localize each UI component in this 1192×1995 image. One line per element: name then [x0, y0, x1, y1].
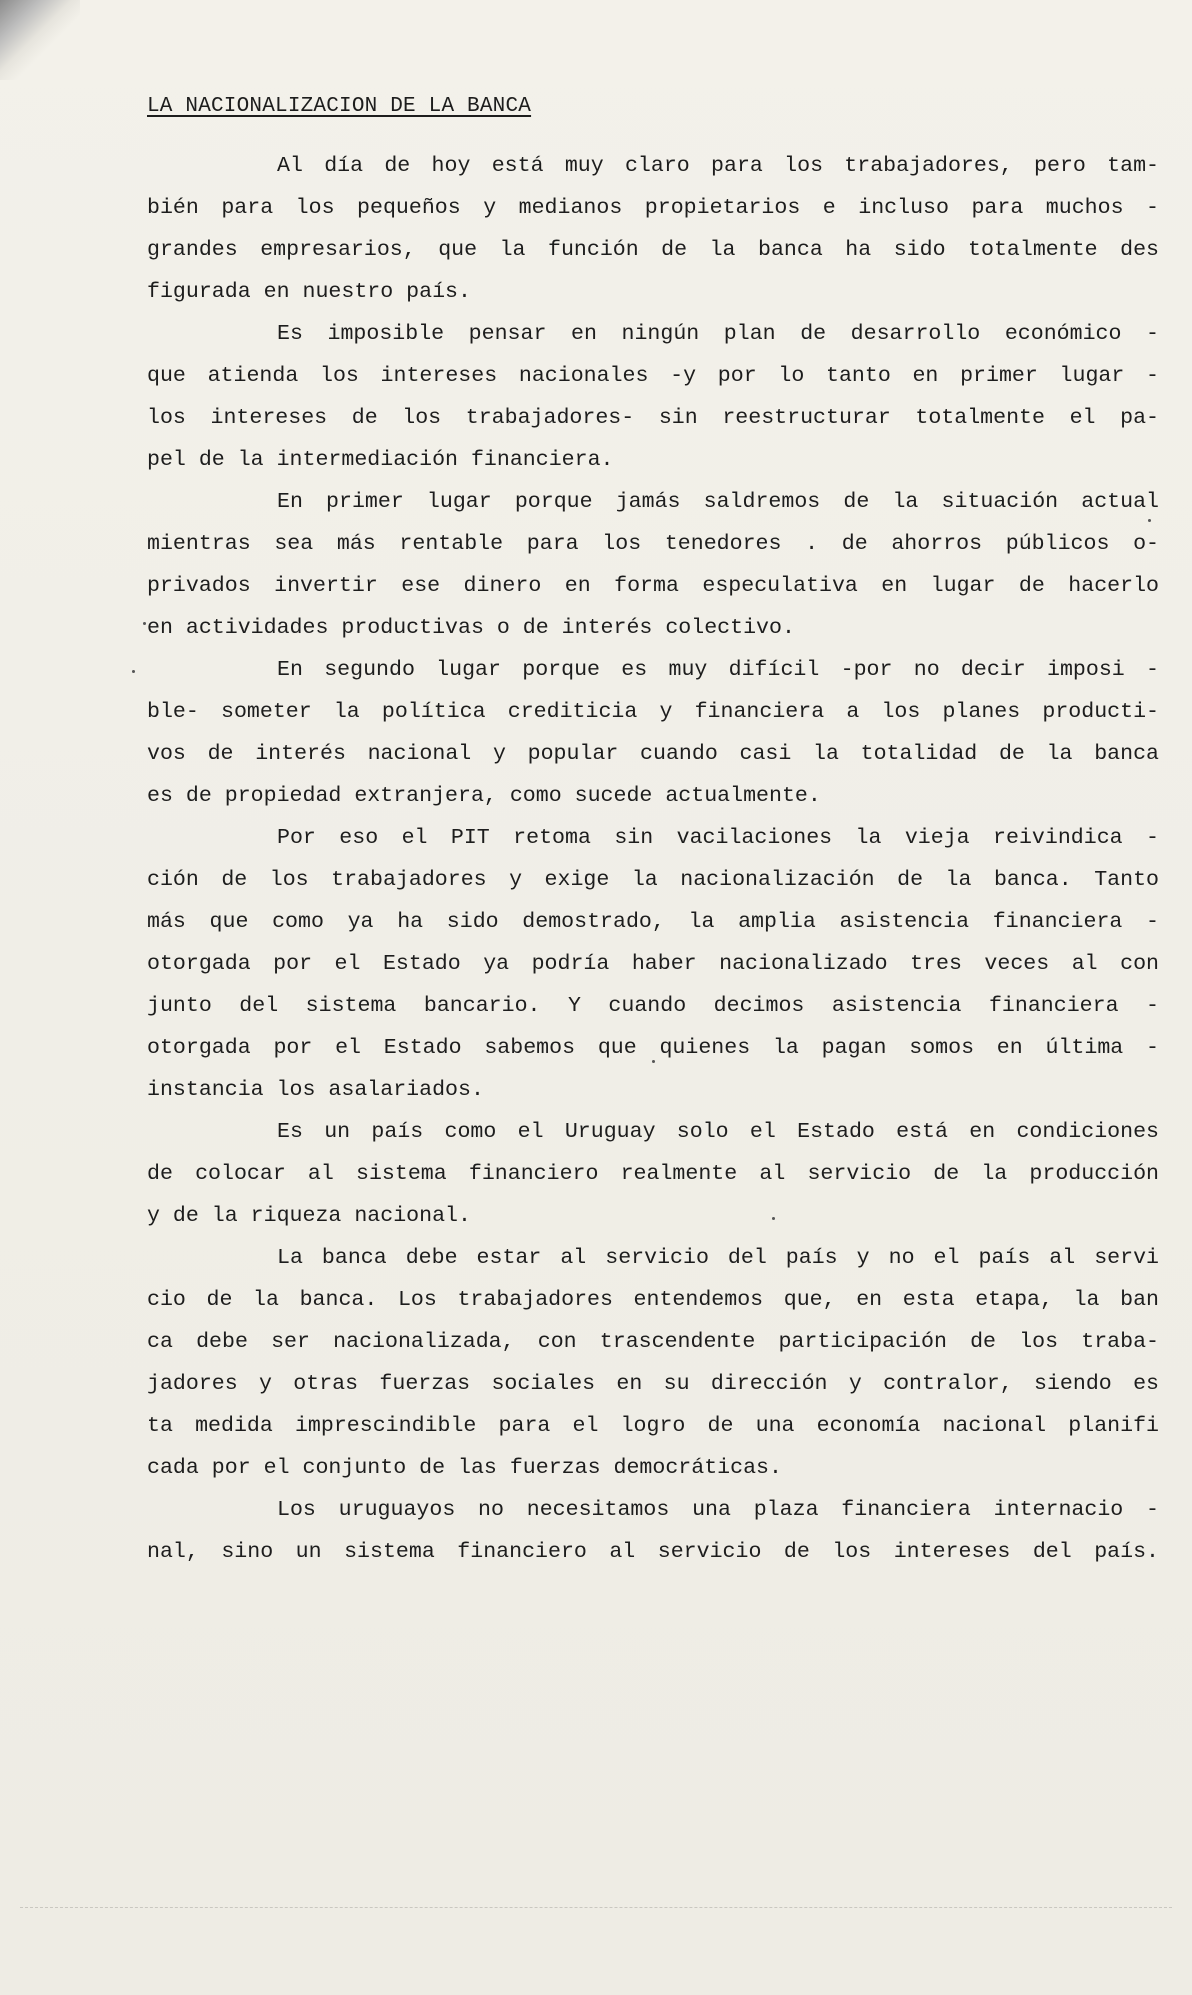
- text-line: privados invertir ese dinero en forma especulativa en lugar de hacerlo: [147, 574, 1159, 598]
- text-line: y de la riqueza nacional.: [147, 1204, 471, 1228]
- text-line: La banca debe estar al servicio del país y no el país al servi: [277, 1246, 1159, 1270]
- text-line: bién para los pequeños y medianos propietarios e incluso para muchos -: [147, 196, 1159, 220]
- text-line: Los uruguayos no necesitamos una plaza financiera internacio -: [277, 1498, 1159, 1522]
- text-line: grandes empresarios, que la función de la banca ha sido totalmente des: [147, 238, 1159, 262]
- text-line: figurada en nuestro país.: [147, 280, 471, 304]
- page-bottom-rule: [20, 1907, 1172, 1908]
- text-line: que atienda los intereses nacionales -y por lo tanto en primer lugar -: [147, 364, 1159, 388]
- ink-speck: [772, 1217, 775, 1220]
- text-line: jadores y otras fuerzas sociales en su dirección y contralor, siendo es: [147, 1372, 1159, 1396]
- text-line: Es un país como el Uruguay solo el Estado está en condiciones: [277, 1120, 1159, 1144]
- text-line: otorgada por el Estado ya podría haber nacionalizado tres veces al con: [147, 952, 1159, 976]
- ink-speck: [652, 1060, 655, 1063]
- text-line: los intereses de los trabajadores- sin reestructurar totalmente el pa-: [147, 406, 1159, 430]
- text-line: vos de interés nacional y popular cuando casi la totalidad de la banca: [147, 742, 1159, 766]
- text-line: Al día de hoy está muy claro para los trabajadores, pero tam-: [277, 154, 1159, 178]
- ink-speck: [1148, 519, 1151, 522]
- document-body: [147, 145, 1159, 1573]
- text-line: En segundo lugar porque es muy difícil -por no decir imposi -: [277, 658, 1159, 682]
- text-line: Por eso el PIT retoma sin vacilaciones la vieja reivindica -: [277, 826, 1159, 850]
- text-line: mientras sea más rentable para los tenedores . de ahorros públicos o-: [147, 532, 1159, 556]
- text-line: otorgada por el Estado sabemos que quienes la pagan somos en última -: [147, 1036, 1159, 1060]
- text-line: de colocar al sistema financiero realmente al servicio de la producción: [147, 1162, 1159, 1186]
- text-line: ca debe ser nacionalizada, con trascendente participación de los traba-: [147, 1330, 1159, 1354]
- text-line: más que como ya ha sido demostrado, la amplia asistencia financiera -: [147, 910, 1159, 934]
- text-line: ble- someter la política crediticia y financiera a los planes producti-: [147, 700, 1159, 724]
- text-line: junto del sistema bancario. Y cuando decimos asistencia financiera -: [147, 994, 1159, 1018]
- text-line: cio de la banca. Los trabajadores entendemos que, en esta etapa, la ban: [147, 1288, 1159, 1312]
- ink-speck: [143, 622, 146, 625]
- text-line: ta medida imprescindible para el logro de una economía nacional planifi: [147, 1414, 1159, 1438]
- text-line: cada por el conjunto de las fuerzas democráticas.: [147, 1456, 782, 1480]
- text-line: es de propiedad extranjera, como sucede actualmente.: [147, 784, 821, 808]
- text-line: instancia los asalariados.: [147, 1078, 484, 1102]
- text-line: pel de la intermediación financiera.: [147, 448, 614, 472]
- text-line: Es imposible pensar en ningún plan de desarrollo económico -: [277, 322, 1159, 346]
- ink-speck: [132, 670, 135, 673]
- folded-corner-shadow: [0, 0, 80, 80]
- text-line: en actividades productivas o de interés colectivo.: [147, 616, 795, 640]
- document-title: LA NACIONALIZACION DE LA BANCA: [147, 95, 532, 118]
- text-line: nal, sino un sistema financiero al servicio de los intereses del país.: [147, 1540, 1159, 1564]
- text-line: En primer lugar porque jamás saldremos de la situación actual: [277, 490, 1159, 514]
- text-line: ción de los trabajadores y exige la nacionalización de la banca. Tanto: [147, 868, 1159, 892]
